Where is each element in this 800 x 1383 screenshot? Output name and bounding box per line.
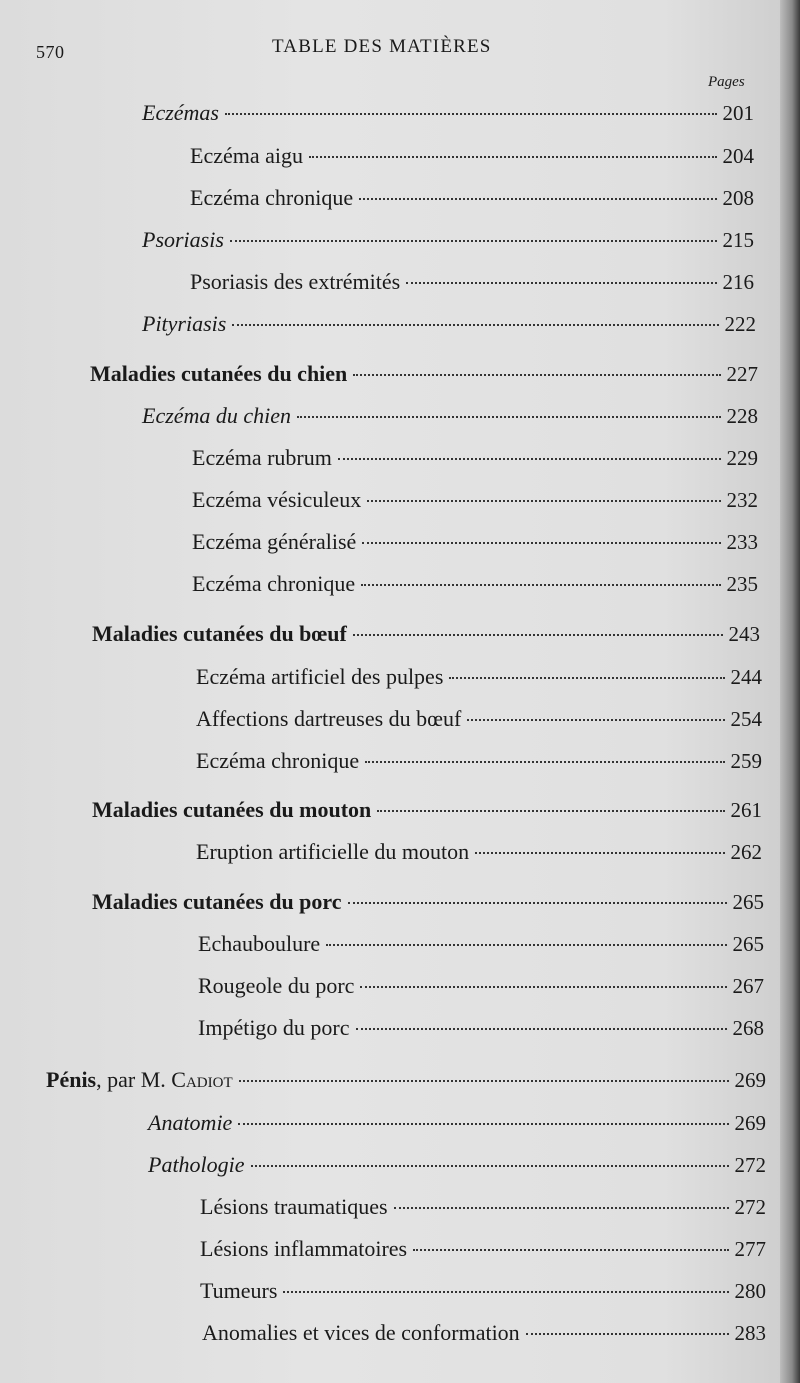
toc-entry xyxy=(92,797,762,823)
toc-entry xyxy=(142,227,754,253)
toc-entry-title: Maladies cutanées du bœuf xyxy=(92,621,347,646)
toc-entry-page: 235 xyxy=(726,572,758,596)
dot-leader xyxy=(526,1333,729,1335)
dot-leader xyxy=(353,374,720,376)
toc-entry-title: Tumeurs xyxy=(200,1278,278,1303)
toc-entry-title: Pathologie xyxy=(148,1152,245,1177)
toc-entry xyxy=(196,706,762,732)
toc-entry-title: Eczéma chronique xyxy=(196,748,360,773)
dot-leader xyxy=(467,719,724,721)
toc-entry-author-prefix: , par M. xyxy=(96,1067,172,1092)
toc-entry-page: 268 xyxy=(732,1016,764,1040)
dot-leader xyxy=(359,198,716,200)
dot-leader xyxy=(475,852,724,854)
dot-leader xyxy=(377,810,724,812)
toc-entry xyxy=(92,621,760,647)
toc-entry-title: Lésions inflammatoires xyxy=(200,1236,408,1261)
dot-leader xyxy=(406,282,716,284)
toc-entry-page: 244 xyxy=(730,665,762,689)
toc-entry-page: 259 xyxy=(730,749,762,773)
dot-leader xyxy=(362,542,720,544)
toc-entry xyxy=(200,1194,766,1220)
toc-entry xyxy=(142,311,756,337)
toc-entry-page: 262 xyxy=(730,840,762,864)
toc-entry-page: 277 xyxy=(734,1237,766,1261)
toc-entry-title: Eczémas xyxy=(142,100,219,125)
toc-entry xyxy=(200,1236,766,1262)
toc-entry-page: 265 xyxy=(732,932,764,956)
toc-entry-title: Pityriasis xyxy=(142,311,227,336)
toc-entry-page: 254 xyxy=(730,707,762,731)
toc-entry-author: Cadiot xyxy=(171,1067,233,1092)
toc-entry-page: 283 xyxy=(734,1321,766,1345)
toc-entry-title: Pénis xyxy=(46,1067,97,1092)
toc-entry xyxy=(196,748,762,774)
toc-entry xyxy=(192,571,758,597)
toc-entry xyxy=(92,889,764,915)
toc-entry-title: Echauboulure xyxy=(198,931,321,956)
dot-leader xyxy=(309,156,717,158)
toc-entry xyxy=(198,973,764,999)
dot-leader xyxy=(238,1123,728,1125)
toc-entry xyxy=(192,529,758,555)
toc-entry-title: Maladies cutanées du mouton xyxy=(92,797,372,822)
dot-leader xyxy=(394,1207,729,1209)
toc-entry-page: 227 xyxy=(726,362,758,386)
toc-entry-title: Affections dartreuses du bœuf xyxy=(196,706,462,731)
toc-entry-title: Eruption artificielle du mouton xyxy=(196,839,470,864)
dot-leader xyxy=(449,677,724,679)
toc-entry-page: 265 xyxy=(732,890,764,914)
dot-leader xyxy=(348,902,727,904)
toc-entry-page: 216 xyxy=(722,270,754,294)
toc-entry-page: 243 xyxy=(728,622,760,646)
toc-entry-page: 228 xyxy=(726,404,758,428)
dot-leader xyxy=(353,634,723,636)
toc-entry-title: Eczéma rubrum xyxy=(192,445,332,470)
toc-entry-page: 204 xyxy=(722,144,754,168)
toc-entry-page: 280 xyxy=(734,1279,766,1303)
toc-entry xyxy=(190,185,754,211)
dot-leader xyxy=(239,1080,729,1082)
toc-entry xyxy=(190,269,754,295)
pages-column-label: Pages xyxy=(708,74,745,90)
toc-entry xyxy=(190,143,754,169)
toc-entry-page: 229 xyxy=(726,446,758,470)
toc-entry-page: 222 xyxy=(724,312,756,336)
toc-entry-title: Eczéma chronique xyxy=(192,571,356,596)
dot-leader xyxy=(283,1291,728,1293)
toc-entry-title: Eczéma du chien xyxy=(142,403,292,428)
toc-entry-page: 201 xyxy=(722,101,754,125)
toc-entry-title: Psoriasis xyxy=(142,227,224,252)
toc-entry xyxy=(198,931,764,957)
toc-entry xyxy=(142,100,754,126)
toc-entry-page: 208 xyxy=(722,186,754,210)
toc-entry-title: Maladies cutanées du chien xyxy=(90,361,348,386)
toc-entry-title: Eczéma aigu xyxy=(190,143,303,168)
toc-entry-page: 232 xyxy=(726,488,758,512)
toc-entry-page: 233 xyxy=(726,530,758,554)
toc-entry-title: Anatomie xyxy=(148,1110,233,1135)
toc-entry xyxy=(202,1320,766,1346)
toc-entry-title: Eczéma chronique xyxy=(190,185,354,210)
dot-leader xyxy=(367,500,720,502)
toc-entry xyxy=(90,361,758,387)
dot-leader xyxy=(225,113,717,115)
toc-entry-title: Maladies cutanées du porc xyxy=(92,889,342,914)
toc-entry xyxy=(148,1110,766,1136)
dot-leader xyxy=(413,1249,728,1251)
toc-entry-title: Lésions traumatiques xyxy=(200,1194,388,1219)
toc-entry xyxy=(196,664,762,690)
dot-leader xyxy=(360,986,726,988)
toc-entry-title-group xyxy=(46,1067,233,1093)
page-edge-shadow xyxy=(780,0,800,1383)
toc-entry-page: 269 xyxy=(734,1111,766,1135)
toc-entry-page: 272 xyxy=(734,1153,766,1177)
toc-entry-page: 272 xyxy=(734,1195,766,1219)
dot-leader xyxy=(365,761,724,763)
dot-leader xyxy=(232,324,718,326)
toc-entry-title: Rougeole du porc xyxy=(198,973,355,998)
dot-leader xyxy=(326,944,726,946)
toc-entry xyxy=(192,445,758,471)
toc-entry-title: Eczéma vésiculeux xyxy=(192,487,362,512)
toc-entry-title: Impétigo du porc xyxy=(198,1015,350,1040)
toc-entry-page: 267 xyxy=(732,974,764,998)
toc-entry xyxy=(198,1015,764,1041)
toc-entry xyxy=(196,839,762,865)
dot-leader xyxy=(297,416,720,418)
dot-leader xyxy=(356,1028,727,1030)
dot-leader xyxy=(338,458,721,460)
toc-entry xyxy=(148,1152,766,1178)
dot-leader xyxy=(251,1165,729,1167)
toc-entry-title: Eczéma artificiel des pulpes xyxy=(196,664,444,689)
page-number: 570 xyxy=(36,42,65,62)
toc-entry-page: 215 xyxy=(722,228,754,252)
toc-entry-title: Psoriasis des extrémités xyxy=(190,269,401,294)
toc-entry xyxy=(200,1278,766,1304)
toc-entry-title: Eczéma généralisé xyxy=(192,529,357,554)
toc-entry xyxy=(142,403,758,429)
toc-entry-title: Anomalies et vices de conformation xyxy=(202,1320,520,1345)
dot-leader xyxy=(230,240,717,242)
toc-entry xyxy=(192,487,758,513)
toc-entry-page: 269 xyxy=(734,1068,766,1092)
toc-entry xyxy=(46,1067,766,1093)
running-title: TABLE DES MATIÈRES xyxy=(272,36,492,57)
dot-leader xyxy=(361,584,720,586)
toc-entry-page: 261 xyxy=(730,798,762,822)
